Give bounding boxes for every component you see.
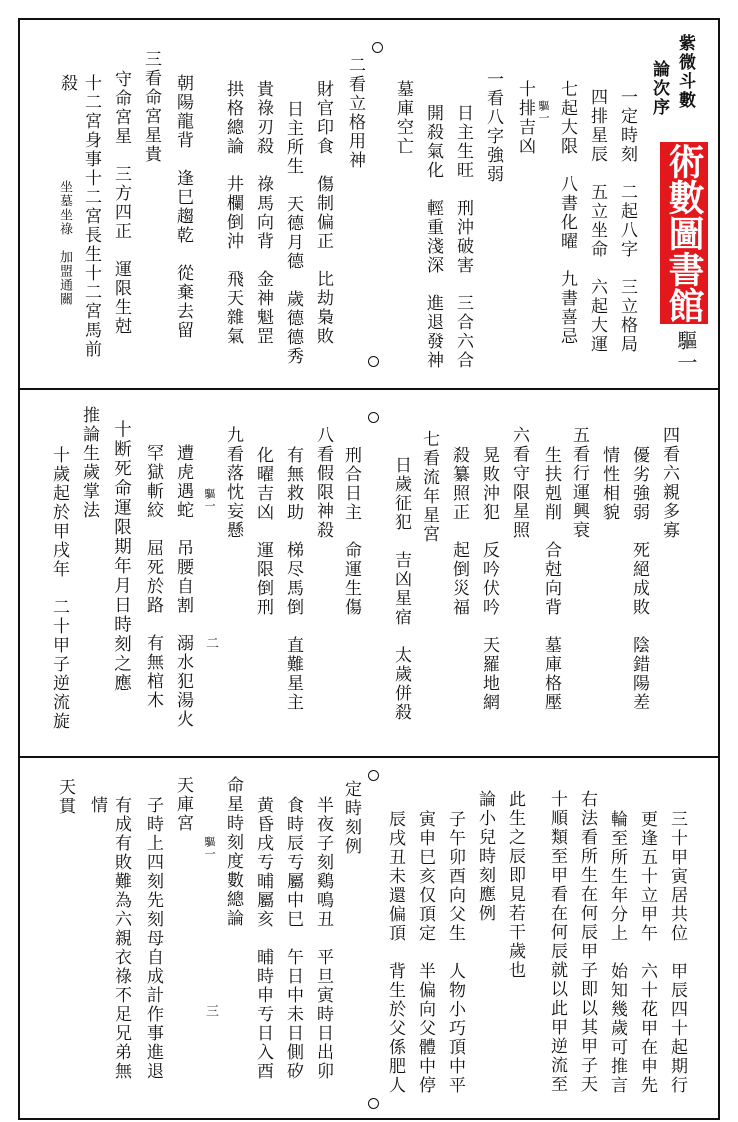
volume-label: 驅一 (674, 330, 698, 374)
text-line: 十歲起於甲戌年 二十甲子逆流旋 (49, 446, 69, 731)
text-line: 情 (87, 796, 107, 815)
text-line: 化曜吉凶 運限倒刑 (253, 446, 273, 617)
margin-note: 驅一 (537, 100, 550, 124)
text-line: 十排吉凶 (515, 80, 535, 156)
text-line: 命星時刻度數總論 (223, 776, 243, 928)
text-line: 生扶剋削 合尅向背 墓庫格壓 (541, 446, 561, 712)
panel-divider-1 (18, 388, 720, 390)
text-line: 九看落忱妄懸 (223, 426, 243, 540)
text-line: 十順類至甲看在何辰就以此甲逆流至 (547, 790, 567, 1094)
text-line: 開殺氣化 輕重淺深 進退發神 (423, 104, 443, 370)
text-line: 墓庫空亡 (393, 80, 413, 156)
text-line: 貴祿刃殺 祿馬向背 金神魁罡 (253, 80, 273, 346)
text-line: 日主生旺 刑沖破害 三合六合 (453, 104, 473, 370)
text-line: 子午卯酉向父生 人物小巧頂中平 (445, 810, 465, 1095)
margin-note: 驅一 (203, 488, 216, 512)
text-line: 優劣強弱 死絕成敗 陰錯陽差 (629, 446, 649, 712)
text-line: 推論生歲掌法 (79, 406, 99, 520)
text-line: 天庫宮 (173, 776, 193, 833)
text-line: 三十甲寅居共位 甲辰四十起期行 (667, 810, 687, 1095)
text-line: 有無救助 梯尽馬倒 直難星主 (283, 446, 303, 712)
text-line: 七看流年星宮 (419, 430, 439, 544)
page-mark: 三 (203, 1004, 218, 1018)
text-line: 遭虎遇蛇 吊腰自割 溺水犯湯火 (173, 444, 193, 729)
text-line: 八看假限神殺 (313, 426, 333, 540)
text-line: 朝陽龍背 逢巳趨乾 從棄去留 (173, 74, 193, 340)
text-line: 坐墓坐祿 加盟通關 (57, 180, 72, 306)
text-line: 右法看所生在何辰甲子即以其甲子天 (577, 790, 597, 1094)
text-line: 二看立格用神 (345, 56, 365, 170)
text-line: 情性相貌 (599, 446, 619, 522)
text-line: 天貫 (55, 778, 75, 816)
text-line: 六看守限星照 (509, 426, 529, 540)
binding-hole (368, 356, 379, 367)
text-line: 四看六親多寡 (659, 426, 679, 540)
text-line: 拱格總論 井欄倒沖 飛天雜氣 (223, 80, 243, 346)
text-line: 辰戌丑未還偏頂 背生於父係肥人 (385, 810, 405, 1095)
text-line: 一看八字強弱 (483, 70, 503, 184)
text-line: 定時刻例 (341, 780, 361, 856)
text-line: 更逢五十立甲午 六十花甲在申先 (637, 810, 657, 1095)
text-line: 十二宮身事十二宮長生十二宮馬前 (81, 74, 101, 359)
binding-hole (372, 42, 383, 53)
margin-note: 驅一 (203, 836, 216, 860)
text-line: 輪至所生年分上 始知幾歲可推言 (607, 810, 627, 1095)
text-line: 論小兒時刻應例 (475, 790, 495, 923)
text-line: 寅申巳亥仅頂定 半偏向父體中停 (415, 810, 435, 1095)
text-line: 一定時刻 二起八字 三立格局 (617, 88, 637, 354)
text-line: 子時上四刻先刻母自成計作事進退 (143, 796, 163, 1081)
text-line: 黄昏戌亐晡屬亥 晡時申亐日入酉 (253, 796, 273, 1081)
text-line: 七起大限 八書化曜 九書喜忌 (557, 80, 577, 346)
page-mark: 二 (203, 636, 218, 650)
text-line: 食時辰亐屬中巳 午日中未日側矽 (283, 796, 303, 1081)
panel-divider-2 (18, 756, 720, 758)
text-line: 罕獄斬絞 屈死於路 有無棺木 (143, 444, 163, 710)
library-stamp: 術數圖書館 (660, 142, 708, 324)
text-line: 有成有敗難為六親衣祿不足兄弟無 (111, 796, 131, 1081)
text-line: 晃敗沖犯 反吟伏吟 天羅地網 (479, 446, 499, 712)
binding-hole (368, 1098, 379, 1109)
text-line: 半夜子刻鷄鳴丑 平旦寅時日出卯 (313, 796, 333, 1081)
text-line: 五看行運興衰 (569, 426, 589, 540)
text-line: 日歲征犯 吉凶星宿 太歲併殺 (391, 456, 411, 722)
text-line: 此生之辰即見若干歲也 (505, 790, 525, 980)
binding-hole (368, 412, 379, 423)
text-line: 日主所生 天德月德 歲德德秀 (283, 100, 303, 366)
toc-title: 論次序 (649, 60, 669, 117)
text-line: 守命宮星 三方四正 運限生尅 (111, 70, 131, 336)
text-line: 財官印食 傷制偏正 比劫梟敗 (313, 80, 333, 346)
text-line: 四排星辰 五立坐命 六起大運 (587, 88, 607, 354)
text-line: 刑合日主 命運生傷 (341, 446, 361, 617)
text-line: 殺纂照正 起倒災福 (449, 446, 469, 617)
text-line: 殺 (57, 74, 77, 93)
text-line: 三看命宮星貴 (141, 50, 161, 164)
text-line: 十断死命運限期年月日時刻之應 (111, 420, 132, 693)
binding-hole (368, 770, 379, 781)
book-title: 紫微斗數 (675, 34, 695, 110)
